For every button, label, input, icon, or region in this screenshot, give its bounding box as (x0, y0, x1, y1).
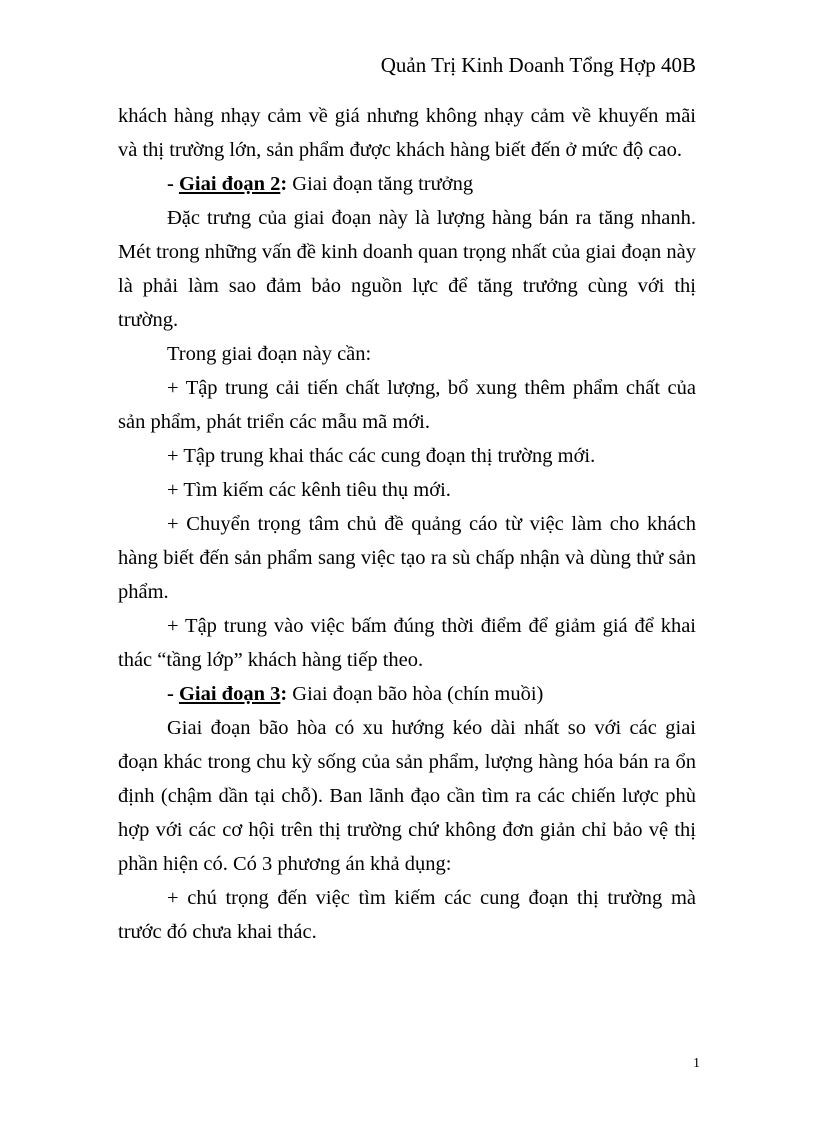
page-number: 1 (693, 1056, 700, 1071)
list-item: + Tìm kiếm các kênh tiêu thụ mới. (167, 479, 451, 501)
section-heading-stage-3 (118, 677, 696, 711)
document-body (118, 99, 696, 949)
paragraph: Đặc trưng của giai đoạn này là lượng hàng bán ra tăng nhanh. Mét trong những vấn đề kinh doanh quan trọng nhất của giai đoạn này là phải làm sao đảm bảo nguồn lực để tăng trưởng cùng với thị trường. (118, 207, 696, 331)
section-heading-stage-2 (118, 167, 696, 201)
paragraph: Giai đoạn bão hòa có xu hướng kéo dài nhất so với các giai đoạn khác trong chu kỳ sống của sản phẩm, lượng hàng hóa bán ra ổn định (chậm dần tại chỗ). Ban lãnh đạo cần tìm ra các chiến lược phù hợp với các cơ hội trên thị trường chứ không đơn giản chỉ bảo vệ thị phần hiện có. Có 3 phương án khả dụng: (118, 717, 696, 875)
paragraph-continuation: khách hàng nhạy cảm về giá nhưng không nhạy cảm về khuyến mãi và thị trường lớn, sản phẩm được khách hàng biết đến ở mức độ cao. (118, 105, 696, 161)
heading-label: - Giai đoạn 3: (167, 683, 288, 705)
list-item: + Tập trung vào việc bấm đúng thời điểm để giảm giá để khai thác “tầng lớp” khách hàng tiếp theo. (118, 615, 696, 671)
list-item: + Tập trung cải tiến chất lượng, bổ xung thêm phẩm chất của sản phẩm, phát triển các mẫu mã mới. (118, 377, 696, 433)
heading-label: - Giai đoạn 2: (167, 173, 288, 195)
paragraph: Trong giai đoạn này cần: (167, 343, 372, 365)
heading-text: Giai đoạn bão hòa (chín muồi) (287, 683, 544, 705)
heading-text: Giai đoạn tăng trưởng (287, 173, 474, 195)
page-header: Quản Trị Kinh Doanh Tổng Hợp 40B (380, 53, 696, 77)
list-item: + Tập trung khai thác các cung đoạn thị trường mới. (167, 445, 596, 467)
list-item: + Chuyển trọng tâm chủ đề quảng cáo từ việc làm cho khách hàng biết đến sản phẩm sang việc tạo ra sù chấp nhận và dùng thử sản phẩm. (118, 513, 696, 603)
list-item: + chú trọng đến việc tìm kiếm các cung đoạn thị trường mà trước đó chưa khai thác. (118, 887, 696, 943)
